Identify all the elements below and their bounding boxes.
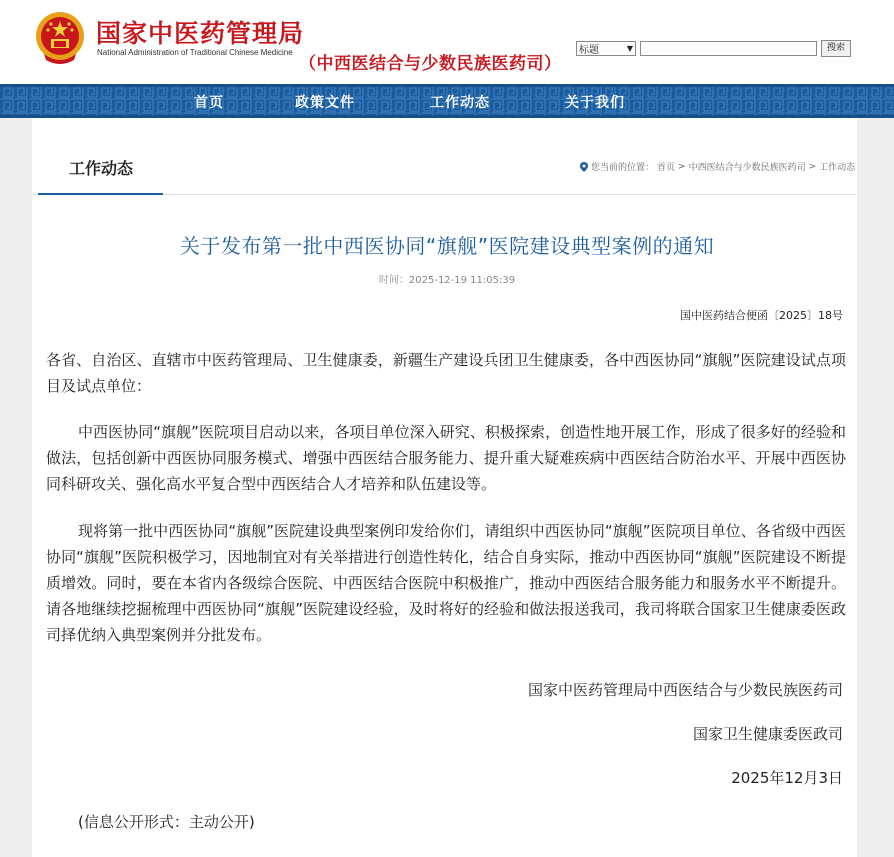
search-button[interactable]: 搜索 (821, 40, 851, 57)
article-title: 关于发布第一批中西医协同“旗舰”医院建设典型案例的通知 (179, 234, 715, 258)
breadcrumb-separator: > (678, 161, 686, 172)
article-paragraph: 各省、自治区、直辖市中医药管理局、卫生健康委，新疆生产建设兵团卫生健康委，各中西医协同“旗舰”医院建设试点项目及试点单位： (46, 351, 846, 395)
article-time: 时间：2025-12-19 11:05:39 (378, 275, 516, 286)
nav-item-news[interactable]: 工作动态 (430, 95, 490, 111)
article-paragraph: 中西医协同“旗舰”医院项目启动以来，各项目单位深入研究、积极探索，创造性地开展工作，形成了很多好的经验和做法，包括创新中西医协同服务模式、增强中西医结合服务能力、提升重大疑难疾病中西医结合防治水平、开展中西医协同科研攻关、强化高水平复合型中西医结合人才培养和队伍建设等。 (46, 423, 846, 493)
signature-co-issuer: 国家卫生健康委医政司 (692, 725, 843, 743)
search-type-value: 标题 (579, 45, 599, 56)
nav-item-policy[interactable]: 政策文件 (295, 95, 355, 111)
department-name: （中西医结合与少数民族医药司） (299, 54, 562, 74)
breadcrumb-separator: > (808, 161, 817, 172)
signature-date: 2025年12月3日 (731, 769, 843, 787)
search-type-select[interactable] (576, 41, 636, 56)
national-emblem-icon[interactable] (34, 10, 86, 66)
site-title[interactable]: 国家中医药管理局 (96, 19, 305, 48)
breadcrumb-item-department[interactable]: 中西医结合与少数民族医药司 (688, 163, 806, 173)
signature-issuer: 国家中医药管理局中西医结合与少数民族医药司 (527, 681, 843, 699)
breadcrumb-item-news[interactable]: 工作动态 (819, 163, 856, 173)
location-pin-icon (580, 162, 588, 172)
section-title: 工作动态 (69, 159, 134, 178)
breadcrumb (580, 160, 855, 173)
nav-item-home[interactable]: 首页 (194, 95, 224, 111)
article-paragraph: 现将第一批中西医协同“旗舰”医院建设典型案例印发给你们，请组织中西医协同“旗舰”医院项目单位、各省级中西医协同“旗舰”医院积极学习，因地制宜对有关举措进行创造性转化，结合自身实际，推动中西医协同“旗舰”医院建设不断提质增效。同时，要在本省内各级综合医院、中西医结合医院中积极推广，推动中西医结合服务能力和服务水平不断提升。请各地继续挖掘梳理中西医协同“旗舰”医院建设经验，及时将好的经验和做法报送我司，我司将联合国家卫生健康委医政司择优纳入典型案例并分批发布。 (46, 522, 846, 644)
section-title-underline (38, 193, 163, 195)
nav-item-about[interactable]: 关于我们 (565, 95, 625, 111)
document-number: 国中医药结合便函〔2025〕18号 (680, 309, 843, 322)
chevron-down-icon: ▼ (626, 44, 633, 53)
search-input[interactable] (640, 41, 817, 56)
disclosure-note: (信息公开形式：主动公开) (78, 813, 255, 831)
main-nav (0, 84, 894, 118)
breadcrumb-prefix: 您当前的位置： (591, 163, 655, 173)
site-header (0, 0, 894, 84)
breadcrumb-item-home[interactable]: 首页 (657, 163, 676, 173)
site-subtitle: National Administration of Traditional Chinese Medicine (97, 48, 293, 57)
